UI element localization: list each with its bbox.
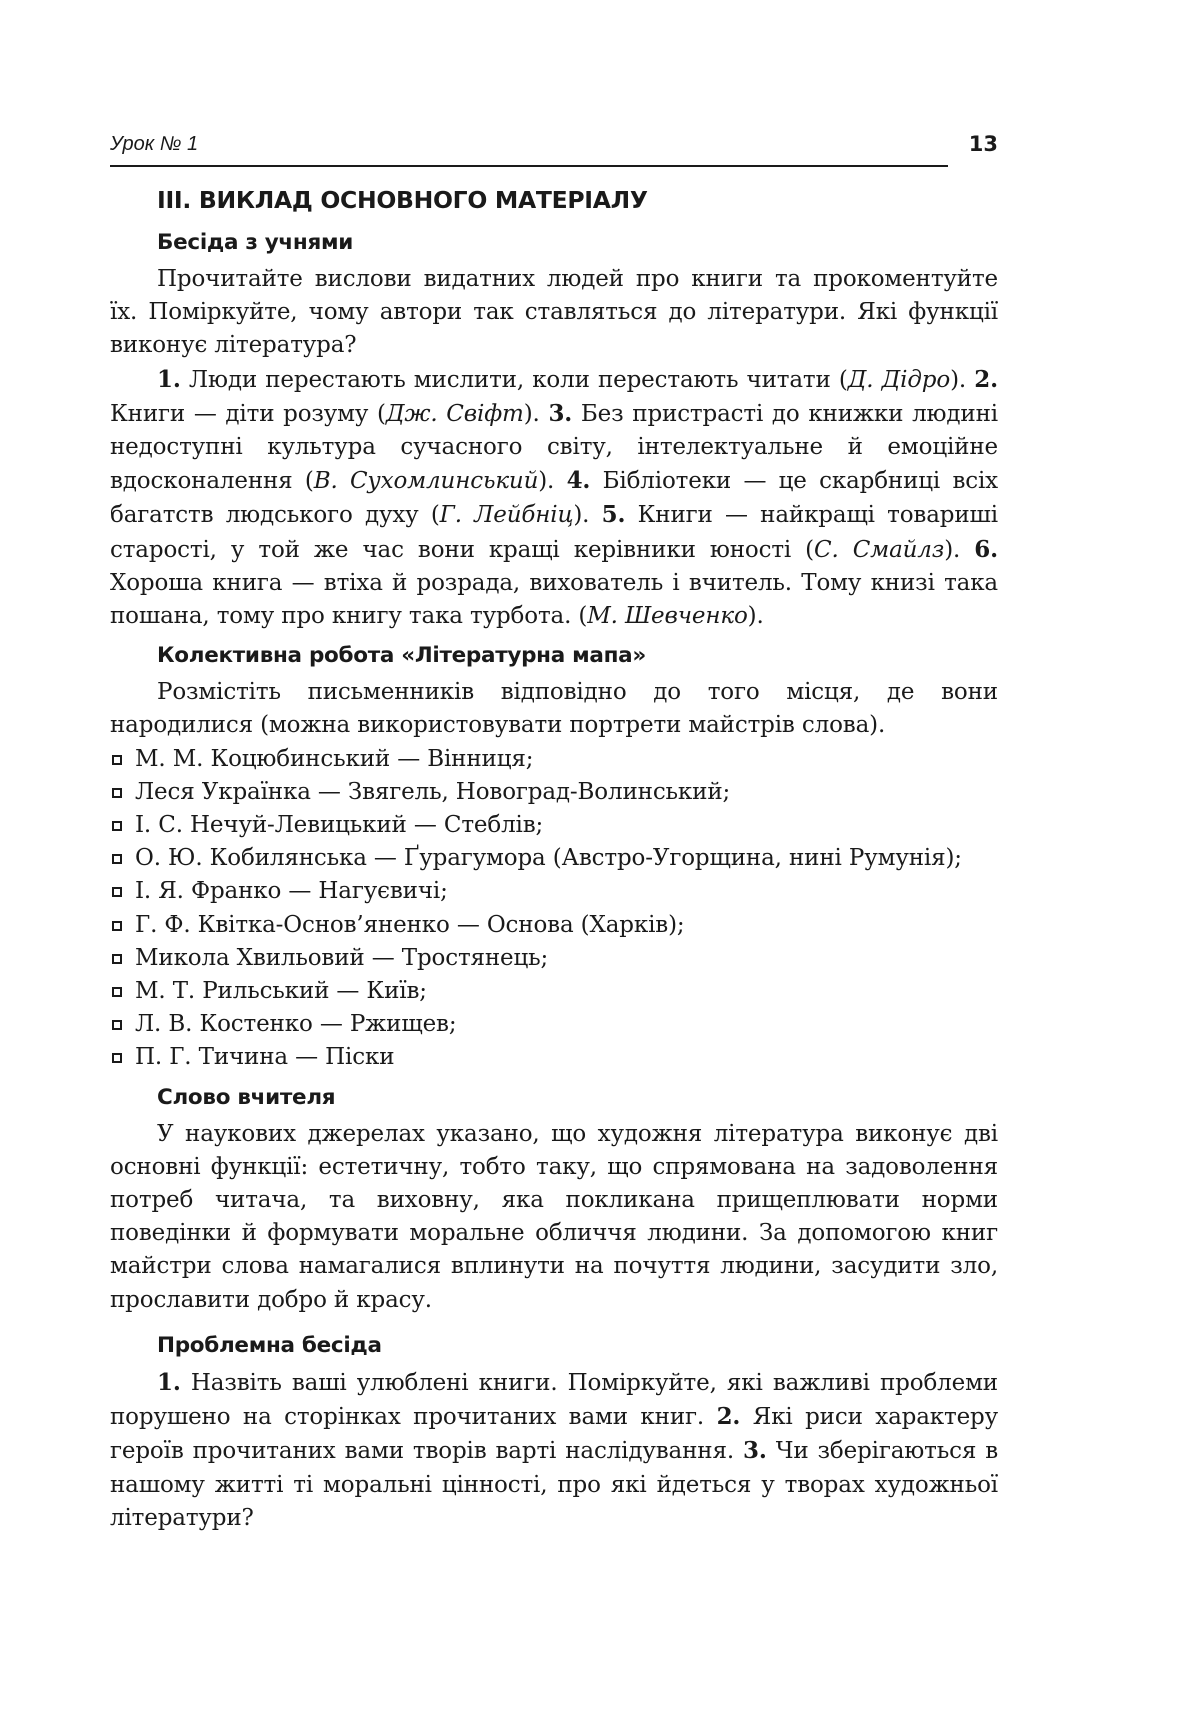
quote-text: Хороша книга — втіха й розрада, вихователь і вчитель. Тому книзі така пошана, тому про книгу така турбота. ( xyxy=(110,569,998,630)
map-heading: Колективна робота «Літературна мапа» xyxy=(157,643,646,669)
list-item-text: О. Ю. Кобилянська — Ґурагумора (Австро-Угорщина, нині Румунія); xyxy=(135,845,962,872)
square-bullet-icon xyxy=(112,1053,122,1063)
problem-paragraph xyxy=(110,1366,998,1535)
conversation-heading: Бесіда з учнями xyxy=(157,230,353,255)
square-bullet-icon xyxy=(112,788,122,798)
list-item xyxy=(110,909,998,942)
list-item-text: П. Г. Тичина — Піски xyxy=(135,1044,395,1071)
teacher-heading: Слово вчителя xyxy=(157,1084,336,1110)
list-item xyxy=(110,776,998,809)
quote-author: В. Сухомлинський xyxy=(313,468,539,495)
square-bullet-icon xyxy=(112,854,122,864)
question-number: 1. xyxy=(157,1368,181,1396)
quote-end: ). xyxy=(523,400,540,427)
question-number: 3. xyxy=(743,1437,767,1465)
quotes-paragraph xyxy=(110,363,998,634)
quote-author: Д. Дідро xyxy=(847,366,951,393)
quote-author: Дж. Свіфт xyxy=(385,400,524,427)
square-bullet-icon xyxy=(112,921,122,931)
conversation-intro: Прочитайте вислови видатних людей про книги та прокоментуйте їх. Поміркуйте, чому автори так ставляться до літератури. Які функції виконує література? xyxy=(110,266,998,359)
list-item xyxy=(110,975,998,1008)
quote-number: 5. xyxy=(601,501,626,529)
question-text: Чи зберігаються в нашому житті ті моральні цінності, про які йдеться у творах художньої літератури? xyxy=(110,1438,999,1531)
list-item-text: М. Т. Рильський — Київ; xyxy=(135,978,427,1005)
list-item-text: І. С. Нечуй-Левицький — Стеблів; xyxy=(135,812,544,839)
list-item xyxy=(110,875,998,908)
quote-end: ). xyxy=(944,536,961,563)
list-item xyxy=(110,1008,998,1041)
square-bullet-icon xyxy=(112,755,122,765)
list-item xyxy=(110,842,998,875)
quote-author: М. Шевченко xyxy=(587,603,748,630)
header-rule xyxy=(110,165,948,167)
question-text: Які риси характеру героїв прочитаних вами творів варті наслідування. xyxy=(110,1404,998,1465)
map-intro: Розмістіть письменників відповідно до того місця, де вони народилися (можна використовувати портрети майстрів слова). xyxy=(110,679,998,739)
square-bullet-icon xyxy=(112,887,122,897)
list-item-text: І. Я. Франко — Нагуєвичі; xyxy=(135,878,448,905)
list-item xyxy=(110,809,998,842)
square-bullet-icon xyxy=(112,954,122,964)
section-title: ІІІ. ВИКЛАД ОСНОВНОГО МАТЕРІАЛУ xyxy=(157,186,648,214)
quote-text: Бібліотеки — це скарбниці всіх багатств людського духу ( xyxy=(110,468,999,529)
quote-number: 2. xyxy=(974,365,998,393)
quote-number: 1. xyxy=(157,365,181,393)
teacher-text: У наукових джерелах указано, що художня література виконує дві основні функції: естетичну, тобто таку, що спрямована на задоволення потреб читача, та виховну, яка покликана прищеплювати норми поведінки й формувати моральне обличчя людини. За допомогою книг майстри слова намагалися вплинути на почуття людини, засудити зло, прославити добро й красу. xyxy=(110,1120,998,1313)
question-text: Назвіть ваші улюблені книги. Поміркуйте, які важливі проблеми порушено на сторінках прочитаних вами книг. xyxy=(110,1369,998,1431)
lesson-label: Урок № 1 xyxy=(110,133,199,155)
quote xyxy=(157,367,966,393)
quote-text: Без пристрасті до книжки людині недоступні культура сучасного світу, інтелектуальне й емоційне вдосконалення ( xyxy=(110,400,998,495)
list-item-text: Л. В. Костенко — Ржищев; xyxy=(135,1011,457,1038)
list-item-text: Микола Хвильовий — Тростянець; xyxy=(135,944,549,971)
square-bullet-icon xyxy=(112,1020,122,1030)
square-bullet-icon xyxy=(112,821,122,831)
quote-end: ). xyxy=(538,468,555,495)
birthplaces-list xyxy=(110,743,998,1075)
list-item xyxy=(110,1041,998,1074)
list-item xyxy=(110,743,998,776)
quote-text: Люди перестають мислити, коли перестають читати ( xyxy=(188,366,848,393)
quote-number: 4. xyxy=(566,467,591,495)
quote-number: 6. xyxy=(974,535,998,563)
list-item-text: Леся Українка — Звягель, Новоград-Волинський; xyxy=(135,778,731,805)
quote-end: ). xyxy=(950,366,967,393)
square-bullet-icon xyxy=(112,987,122,997)
page-content xyxy=(110,180,998,1535)
quote-end: ). xyxy=(747,603,764,630)
quote-number: 3. xyxy=(548,399,573,427)
question-number: 2. xyxy=(716,1403,741,1431)
running-header xyxy=(110,130,998,166)
quote-end: ). xyxy=(573,502,590,529)
quote-text: Книги — найкращі товариші старості, у той же час вони кращі керівники юності ( xyxy=(110,502,998,563)
quote-author: Г. Лейбніц xyxy=(439,502,574,529)
list-item xyxy=(110,942,998,975)
list-item-text: Г. Ф. Квітка-Основ’яненко — Основа (Харків); xyxy=(135,911,685,938)
quote-text: Книги — діти розуму ( xyxy=(110,400,386,427)
problem-heading: Проблемна бесіда xyxy=(157,1332,382,1358)
quote-author: С. Смайлз xyxy=(814,536,945,563)
page-number: 13 xyxy=(968,132,998,156)
list-item-text: М. М. Коцюбинський — Вінниця; xyxy=(135,745,534,772)
